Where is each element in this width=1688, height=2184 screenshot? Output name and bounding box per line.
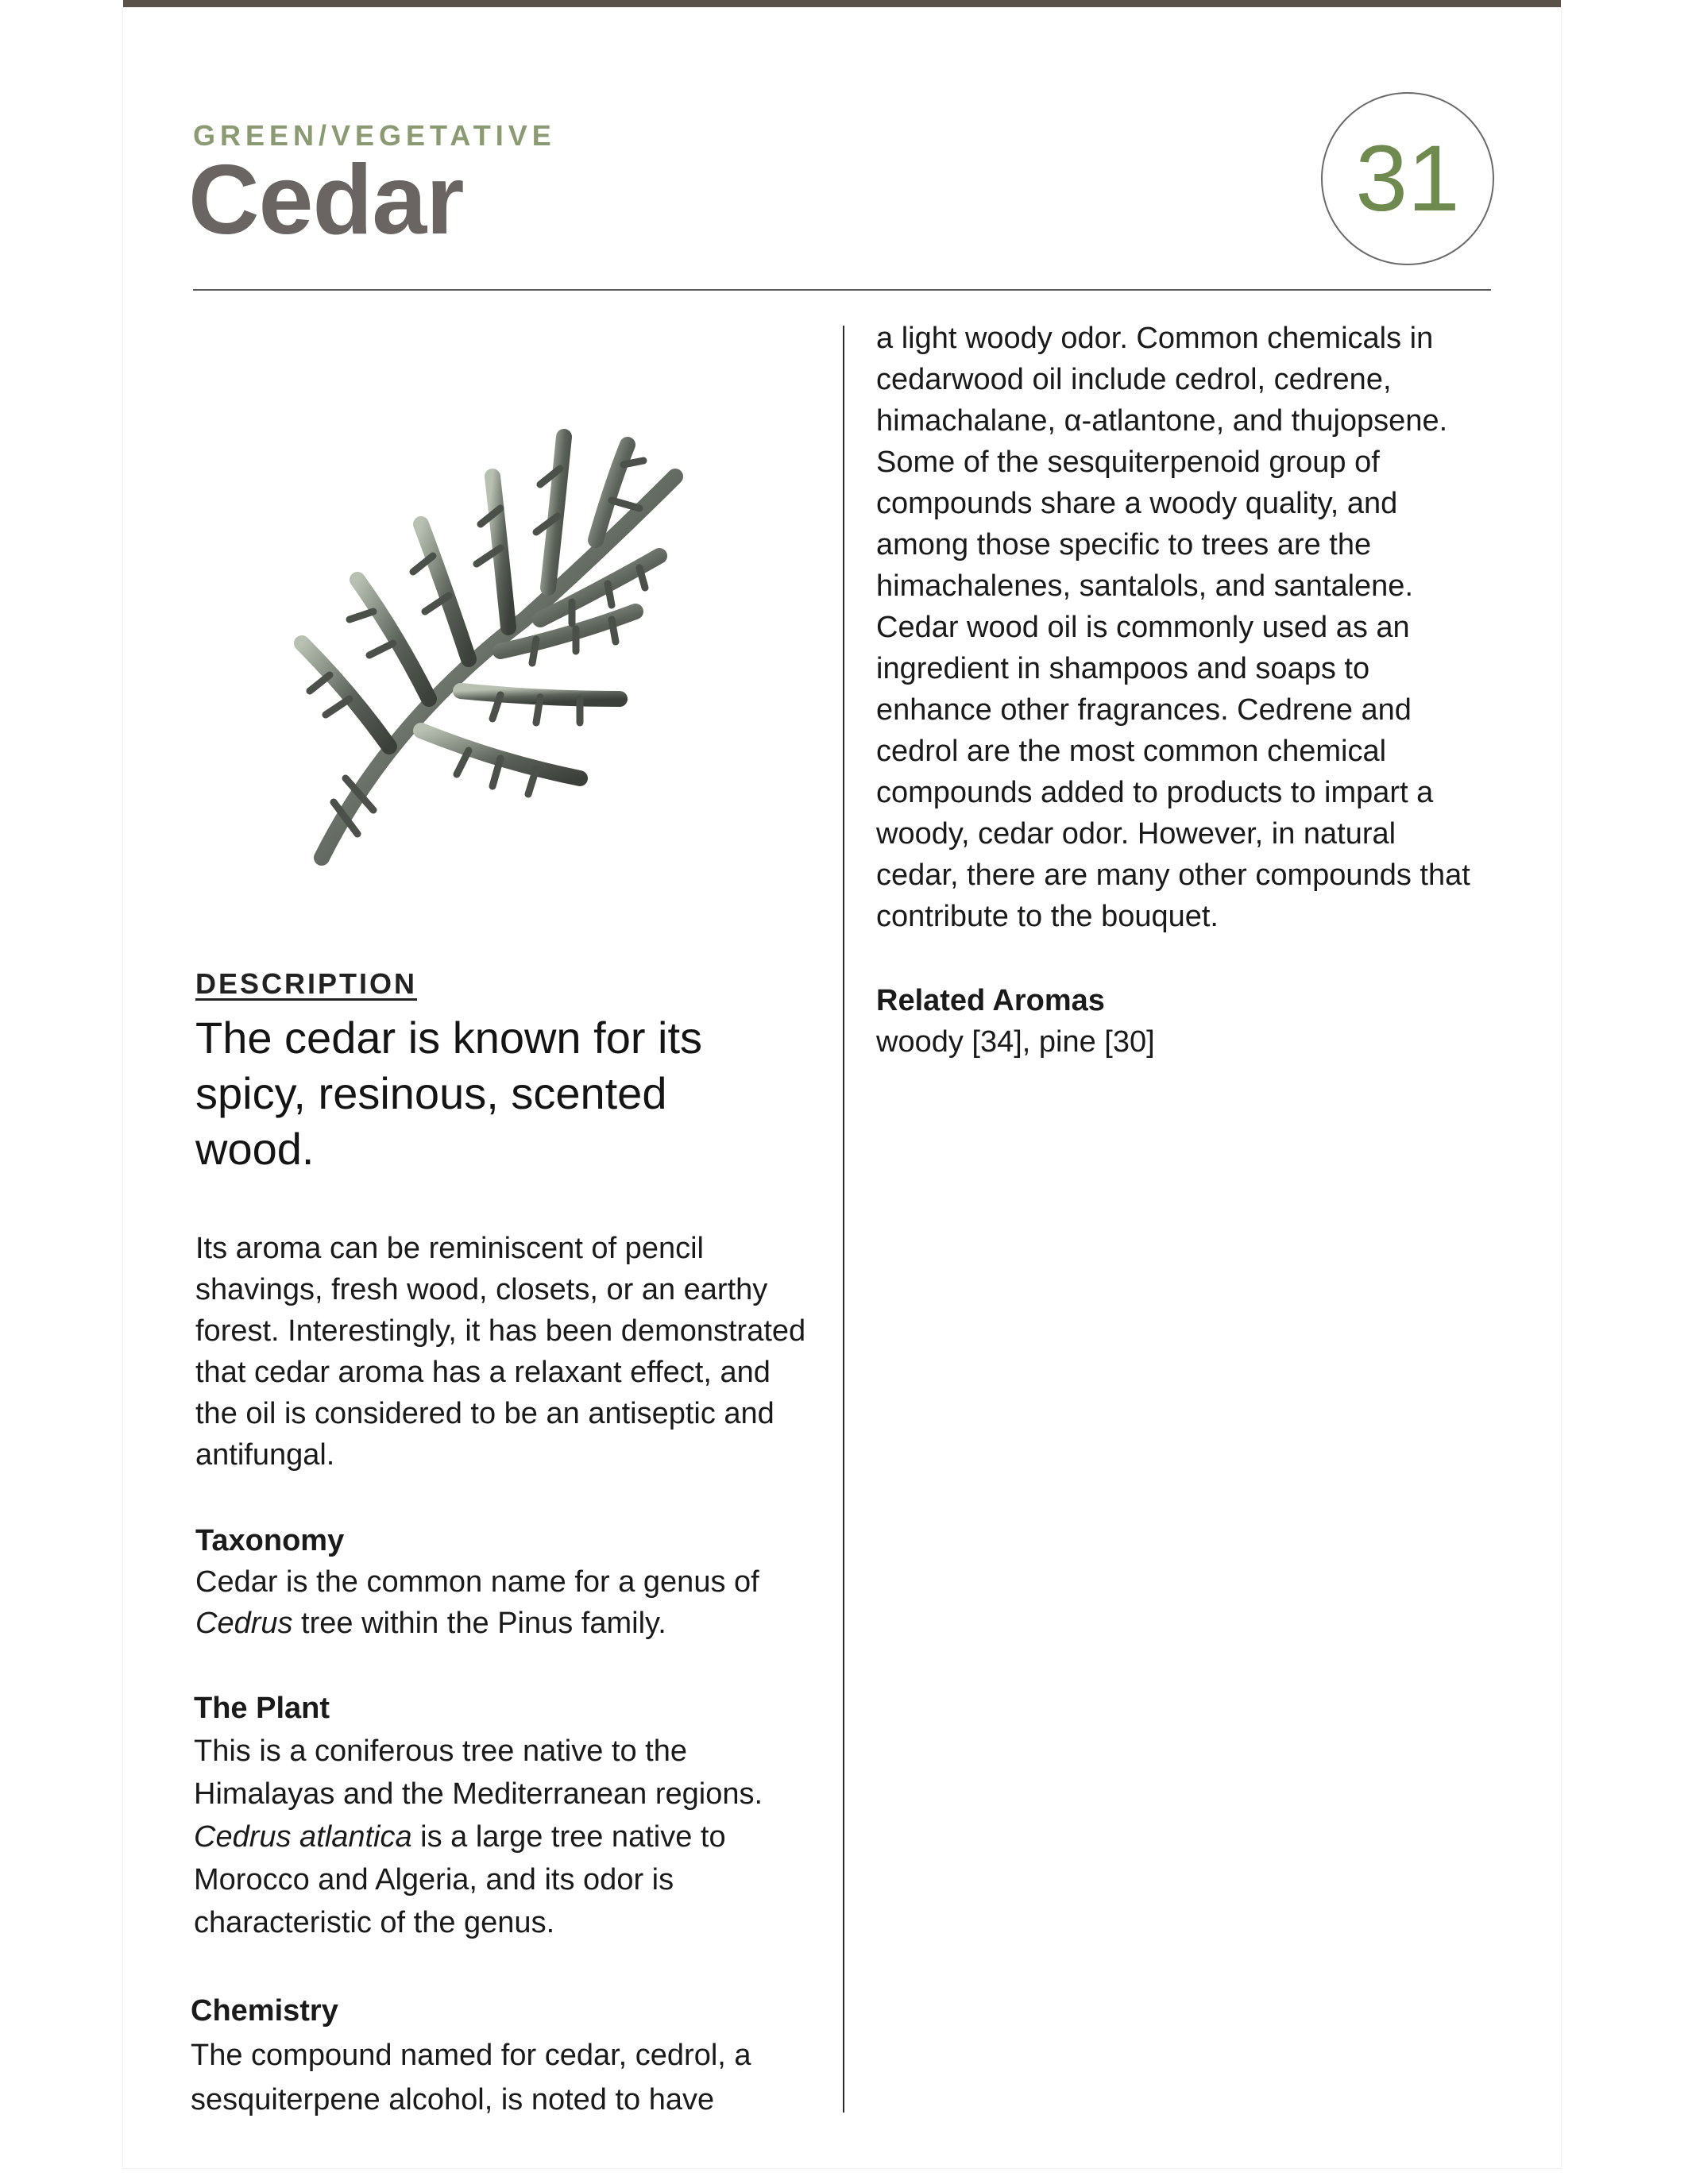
taxonomy-text-b: tree within the Pinus family. [292,1607,666,1640]
page-title: Cedar [188,145,464,255]
plant-species: Cedrus atlantica [194,1820,412,1854]
plant-heading: The Plant [194,1692,330,1725]
taxonomy-section [195,1520,815,1644]
cedar-branch-icon [262,389,739,882]
plant-text-b: is a large tree native to Morocco and Algeria, and its odor is characteristic of the genus. [194,1820,726,1939]
entry-number-badge [1321,92,1494,265]
entry-number: 31 [1355,126,1460,231]
description-heading: DESCRIPTION [195,967,418,1000]
top-edge-band [123,0,1561,8]
taxonomy-genus: Cedrus [195,1607,293,1640]
chemistry-continued: a light woody odor. Common chemicals in cedarwood oil include cedrol, cedrene, himachalane, α-atlantone, and thujopsene. Some of the sesquiterpenoid group of compounds share a woody quality, and among those specific to trees are the himachalenes, santalols, and santalene. Cedar wood oil is commonly used as an ingredient in shampoos and soaps to enhance other fragrances. Cedrene and cedrol are the most common chemical compounds added to products to impart a woody, cedar odor. However, in natural cedar, there are many other compounds that contribute to the bouquet. [876,322,1470,933]
chemistry-text-left: The compound named for cedar, cedrol, a sesquiterpene alcohol, is noted to have [191,2039,751,2116]
plant-text-a: This is a coniferous tree native to the Himalayas and the Mediterranean regions. [194,1734,763,1811]
description-paragraph: Its aroma can be reminiscent of pencil shavings, fresh wood, closets, or an earthy forest. Interestingly, it has been demonstrated that cedar aroma has a relaxant effect, and the oil is considered to be an antiseptic and antifungal. [195,1232,806,1472]
column-divider [843,326,844,2113]
related-aromas-heading: Related Aromas [876,984,1105,1017]
chemistry-heading: Chemistry [191,1994,338,2028]
related-aromas-text: woody [34], pine [30] [876,1025,1155,1059]
category-label: GREEN/VEGETATIVE [193,119,556,152]
taxonomy-text-a: Cedar is the common name for a genus of [195,1565,759,1599]
plant-section [194,1687,813,1944]
description-lead: The cedar is known for its spicy, resinous, scented wood. [195,1013,703,1174]
chemistry-section [191,1989,810,2122]
related-aromas-section [876,980,1480,1063]
taxonomy-heading: Taxonomy [195,1524,345,1557]
header-divider [193,289,1491,291]
